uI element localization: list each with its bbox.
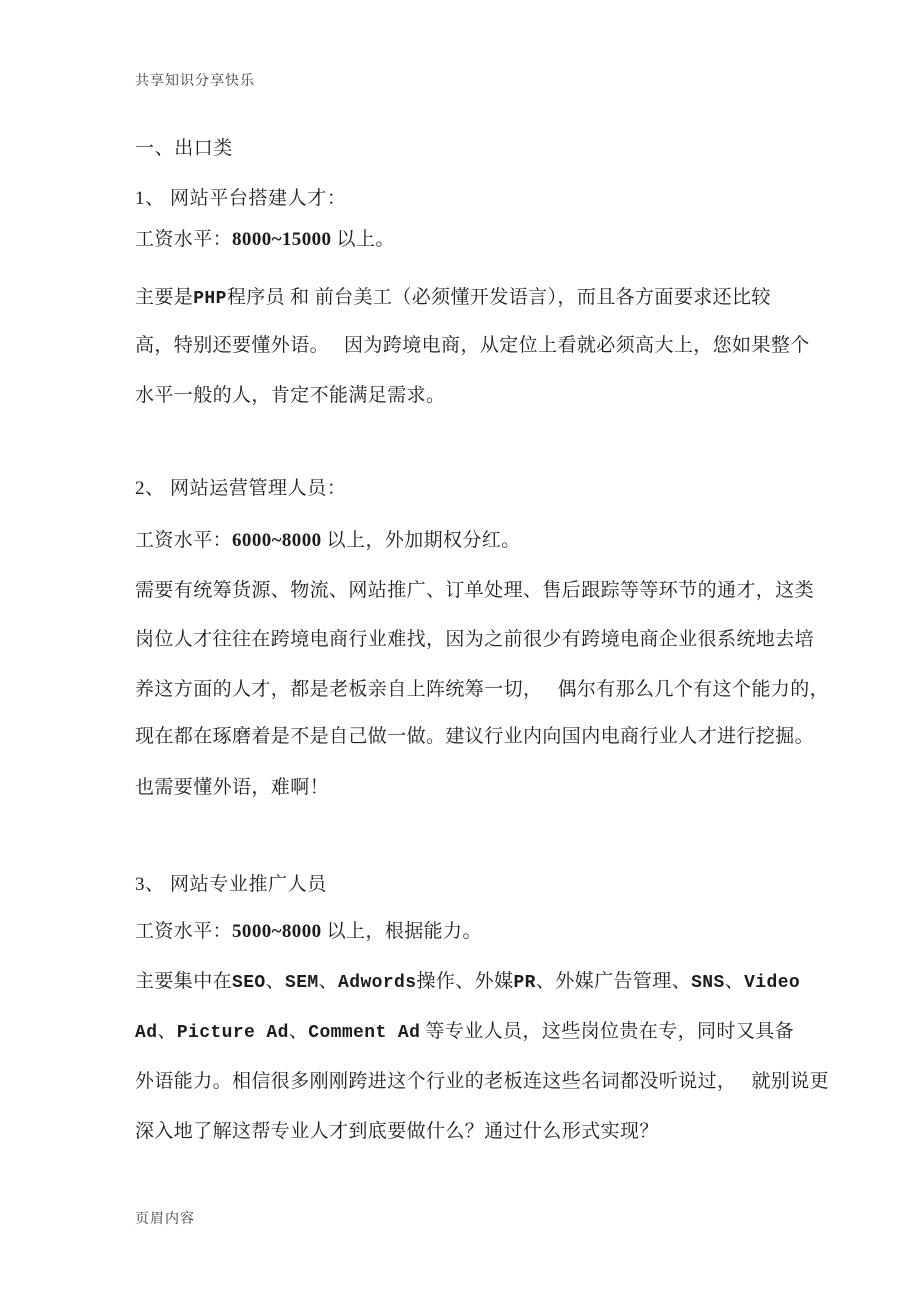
text-segment: 一、出口类	[135, 138, 234, 159]
text-segment: 程序员 和 前台美工（必须懂开发语言），而且各方面要求还比较	[226, 287, 771, 308]
text-segment: 以上，根据能力。	[321, 921, 482, 942]
text-segment: 6000~8000	[232, 530, 322, 551]
text-segment: 操作、外媒	[416, 971, 514, 992]
text-segment: Adwords	[338, 973, 417, 993]
footer-note: 页眉内容	[135, 1212, 195, 1227]
text-line	[135, 629, 814, 651]
text-segment: 也需要懂外语，难啊！	[135, 777, 330, 798]
text-segment: 以上，外加期权分红。	[321, 530, 521, 551]
text-segment: 主要集中在	[135, 971, 233, 992]
text-segment: Comment Ad	[308, 1023, 421, 1043]
salary-line	[135, 530, 521, 552]
text-segment: 工资水平：	[135, 921, 233, 942]
text-segment: 工资水平：	[135, 530, 233, 551]
item-title-line	[135, 874, 327, 896]
text-line	[135, 287, 771, 310]
text-line	[135, 385, 445, 407]
text-line	[135, 335, 810, 357]
text-segment: 需要有统筹货源、物流、网站推广、订单处理、售后跟踪等等环节的通才，这类	[135, 580, 815, 601]
text-segment: 、	[318, 971, 339, 992]
text-segment: 2、 网站运营管理人员：	[135, 478, 347, 499]
text-segment: 5000~8000	[232, 921, 322, 942]
text-line	[135, 1121, 659, 1143]
text-segment: SNS	[691, 973, 725, 993]
text-line	[135, 726, 814, 748]
text-line	[135, 679, 829, 701]
item-title-line	[135, 188, 346, 210]
text-segment: 、	[157, 1021, 177, 1042]
text-segment: 等专业人员，这些岗位贵在专，同时又具备	[420, 1021, 795, 1042]
text-segment: SEO	[232, 973, 266, 993]
text-line	[135, 1021, 794, 1044]
text-segment: 、	[288, 1021, 309, 1042]
text-segment: 深入地了解这帮专业人才到底要做什么？通过什么形式实现？	[135, 1121, 659, 1142]
text-segment: SEM	[285, 973, 319, 993]
text-segment: PR	[513, 973, 536, 993]
text-segment: 外语能力。相信很多刚刚跨进这个行业的老板连这些名词都没听说过， 就别说更	[135, 1071, 830, 1092]
text-segment: 水平一般的人，肯定不能满足需求。	[135, 385, 446, 406]
header-note: 共享知识分享快乐	[135, 74, 255, 89]
text-segment: 、	[724, 971, 745, 992]
text-segment: 工资水平：	[135, 229, 233, 250]
text-segment: Ad	[135, 1023, 158, 1043]
salary-line	[135, 229, 395, 251]
text-segment: 岗位人才往往在跨境电商行业难找，因为之前很少有跨境电商企业很系统地去培	[135, 629, 815, 650]
text-line	[135, 777, 329, 799]
text-segment: 主要是	[135, 287, 194, 308]
text-segment: 、外媒广告管理、	[535, 971, 692, 992]
section-heading	[135, 138, 233, 160]
text-segment: 3、 网站专业推广人员	[135, 874, 327, 895]
text-segment: Picture Ad	[176, 1023, 289, 1043]
text-line	[135, 971, 800, 994]
item-title-line	[135, 478, 346, 500]
text-line	[135, 1071, 829, 1093]
text-line	[135, 580, 814, 602]
text-segment: 养这方面的人才，都是老板亲自上阵统筹一切， 偶尔有那么几个有这个能力的，	[135, 679, 830, 700]
text-segment: 1、 网站平台搭建人才：	[135, 188, 347, 209]
text-segment: Video	[744, 973, 801, 993]
text-segment: 以上。	[331, 229, 395, 250]
text-segment: PHP	[193, 289, 227, 309]
text-segment: 、	[265, 971, 286, 992]
text-segment: 高，特别还要懂外语。 因为跨境电商，从定位上看就必须高大上，您如果整个	[135, 335, 810, 356]
text-segment: 现在都在琢磨着是不是自己做一做。建议行业内向国内电商行业人才进行挖掘。	[135, 726, 815, 747]
text-segment: 8000~15000	[232, 229, 332, 250]
salary-line	[135, 921, 482, 943]
